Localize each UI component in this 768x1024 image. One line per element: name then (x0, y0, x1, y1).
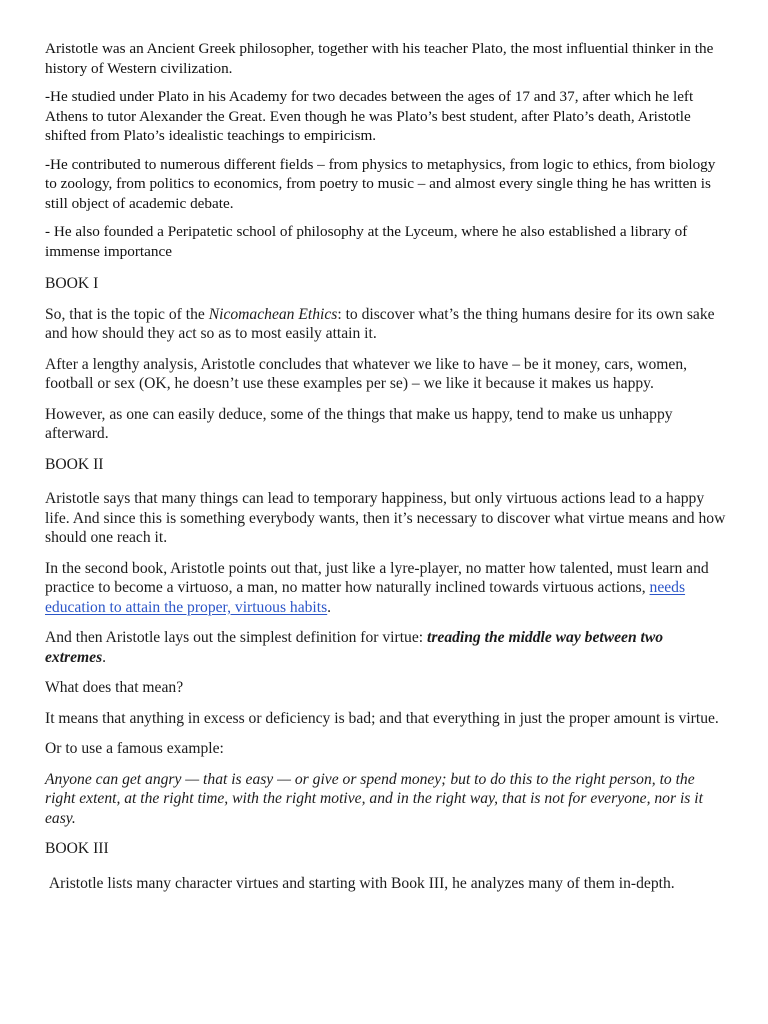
text-span: : to discover what’s the thing humans desire for its own sake and how should they act so as to most easily attain it. (45, 305, 715, 342)
book-2-paragraph (45, 628, 726, 667)
virtue-definition-bold: treading the middle way between two extremes (45, 629, 664, 666)
book-1-heading: BOOK I (45, 275, 99, 292)
text-span: . (327, 598, 332, 616)
book-1-paragraph: However, as one can easily deduce, some of the things that make us happy, tend to make us unhappy afterward. (45, 405, 673, 442)
text-span: And then Aristotle lays out the simplest definition for virtue: (45, 629, 427, 646)
book-title-italic: Nicomachean Ethics (208, 305, 338, 323)
book-2-paragraph: Or to use a famous example: (45, 740, 224, 757)
book-2-paragraph (45, 559, 726, 618)
intro-section (45, 39, 726, 261)
book-3-heading: BOOK III (45, 840, 109, 857)
virtuous-habits-link[interactable]: needs education to attain the proper, virtuous habits (45, 579, 686, 616)
book-2-paragraph: It means that anything in excess or deficiency is bad; and that everything in just the proper amount is virtue. (45, 709, 719, 727)
book-1-paragraph (45, 305, 726, 344)
book-2-section (45, 455, 726, 829)
book-3-paragraph: Aristotle lists many character virtues and starting with Book III, he analyzes many of them in-depth. (45, 874, 675, 892)
text-span: In the second book, Aristotle points out that, just like a lyre-player, no matter how talented, must learn and practice to become a virtuoso, a man, no matter how naturally inclined towards virtuous actions, (45, 559, 709, 596)
book-3-section (45, 839, 726, 893)
book-2-paragraph: What does that mean? (45, 679, 184, 696)
intro-paragraph: -He studied under Plato in his Academy for two decades between the ages of 17 and 37, after which he left Athens to tutor Alexander the Great. Even though he was Plato’s best student, after Plato’s death, Aristotle shifted from Plato’s idealistic teachings to empiricism. (45, 88, 694, 144)
book-1-paragraph: After a lengthy analysis, Aristotle concludes that whatever we like to have – be it money, cars, women, football or sex (OK, he doesn’t use these examples per se) – we like it because it makes us happy. (45, 355, 688, 392)
book-1-section (45, 274, 726, 444)
intro-paragraph: Aristotle was an Ancient Greek philosopher, together with his teacher Plato, the most influential thinker in the history of Western civilization. (45, 40, 714, 77)
intro-paragraph: -He contributed to numerous different fields – from physics to metaphysics, from logic to ethics, from biology to zoology, from politics to economics, from poetry to music – and almost every single thing he has written is still object of academic debate. (45, 155, 716, 212)
book-2-heading: BOOK II (45, 455, 104, 473)
text-span: So, that is the topic of the (45, 305, 209, 323)
intro-paragraph: - He also founded a Peripatetic school of philosophy at the Lyceum, where he also established a library of immense importance (45, 223, 688, 260)
famous-quote: Anyone can get angry — that is easy — or give or spend money; but to do this to the right person, to the right extent, at the right time, with the right motive, and in the right way, that is not for everyone, nor is it easy. (45, 770, 703, 827)
text-span: . (102, 648, 107, 666)
book-2-paragraph: Aristotle says that many things can lead to temporary happiness, but only virtuous actions lead to a happy life. And since this is something everybody wants, then it’s necessary to discover what virtue means and how should one reach it. (45, 490, 726, 546)
